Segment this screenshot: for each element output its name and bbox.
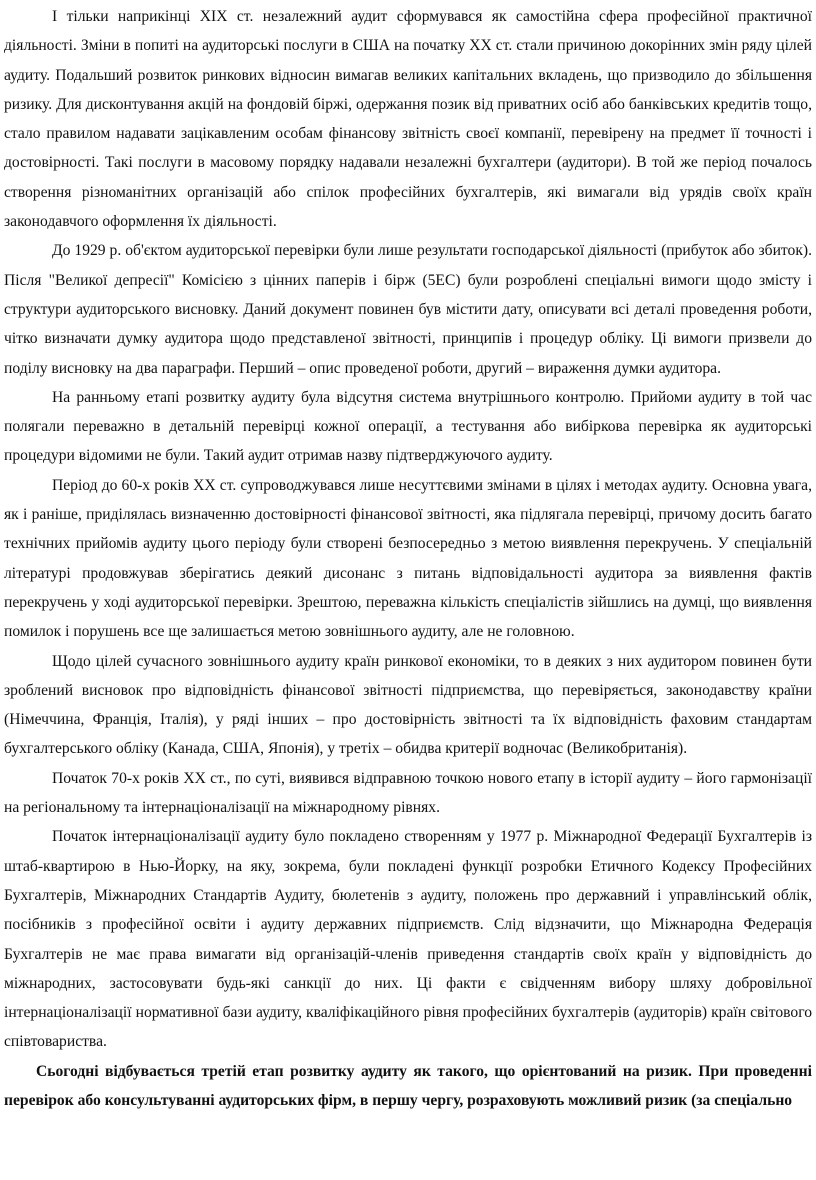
paragraph-8-bold: Сьогодні відбувається третій етап розвитку аудиту як такого, що орієнтований на ризик. При проведенні перевірок або консультуванні аудиторських фірм, в першу чергу, розраховують можливий ризик (за спеціально (4, 1062, 812, 1109)
paragraph-7: Початок інтернаціоналізації аудиту було покладено створенням у 1977 р. Міжнародної Федерації Бухгалтерів із штаб-квартирою в Нью-Йорку, на яку, зокрема, були покладені функції розробки Етичного Кодексу Професійних Бухгалтерів, Міжнародних Стандартів Аудиту, бюлетенів з аудиту, положень про державний і управлінський облік, посібників з професійної освіти і аудиту державних підприємств. Слід відзначити, що Міжнародна Федерація Бухгалтерів не має права вимагати від організацій-членів приведення стандартів своїх країн у відповідність до міжнародних, застосовувати будь-які санкції до них. Ці факти є свідченням вибору шляху добровільної інтернаціоналізації нормативної бази аудиту, кваліфікаційного рівня професійних бухгалтерів (аудиторів) країн світового співтовариства. (4, 828, 812, 1051)
paragraph-6: Початок 70-х років XX ст., по суті, виявився відправною точкою нового етапу в історії аудиту – його гармонізації на регіональному та інтернаціоналізації на міжнародному рівнях. (4, 769, 812, 817)
paragraph-3: На ранньому етапі розвитку аудиту була відсутня система внутрішнього контролю. Прийоми аудиту в той час полягали переважно в детальній перевірці кожної операції, а тестування або вибіркова перевірка як аудиторські процедури відомими не були. Такий аудит отримав назву підтверджуючого аудиту. (4, 388, 812, 465)
paragraph-4: Період до 60-х років XX ст. супроводжувався лише несуттєвими змінами в цілях і методах аудиту. Основна увага, як і раніше, приділялась визначенню достовірності фінансової звітності, яка підлягала перевірці, причому досить багато технічних прийомів аудиту цього періоду були створені безпосередньо з метою виявлення перекручень. У спеціальній літературі продовжував зберігатись деякий дисонанс з питань відповідальності аудитора за виявлення фактів перекручень у ході аудиторської перевірки. Зрештою, переважна кількість спеціалістів зійшлись на думці, що виявлення помилок і порушень все ще залишається метою зовнішнього аудиту, але не головною. (4, 476, 812, 641)
paragraph-2: До 1929 р. об'єктом аудиторської перевірки були лише результати господарської діяльності (прибуток або збиток). Після "Великої депресії" Комісією з цінних паперів і бірж (5ЕС) були розроблені спеціальні вимоги щодо змісту і структури аудиторського висновку. Даний документ повинен був містити дату, описувати всі деталі проведення роботи, чітко визначати думку аудитора щодо представленої звітності, принципів і процедур обліку. Ці вимоги призвели до поділу висновку на два параграфи. Перший – опис проведеної роботи, другий – вираження думки аудитора. (4, 242, 812, 377)
paragraph-1: І тільки наприкінці XIX ст. незалежний аудит сформувався як самостійна сфера професійної практичної діяльності. Зміни в попиті на аудиторські послуги в США на початку XX ст. стали причиною докорінних змін ряду цілей аудиту. Подальший розвиток ринкових відносин вимагав великих капітальних вкладень, що призводило до збільшення ризику. Для дисконтування акцій на фондовій біржі, одержання позик від приватних осіб або банківських кредитів тощо, стало правилом надавати зацікавленим особам фінансову звітність своєї компанії, перевірену на предмет її точності і достовірності. Такі послуги в масовому порядку надавали незалежні бухгалтери (аудитори). В той же період почалось створення різноманітних організацій або спілок професійних бухгалтерів, які вимагали від урядів своїх країн законодавчого оформлення їх діяльності. (4, 8, 812, 231)
paragraph-5: Щодо цілей сучасного зовнішнього аудиту країн ринкової економіки, то в деяких з них аудитором повинен бути зроблений висновок про відповідність фінансової звітності підприємства, що перевіряється, законодавству країни (Німеччина, Франція, Італія), у ряді інших – про достовірність звітності та їх відповідність фаховим стандартам бухгалтерського обліку (Канада, США, Японія), у третіх – обидва критерії водночас (Великобританія). (4, 652, 812, 758)
